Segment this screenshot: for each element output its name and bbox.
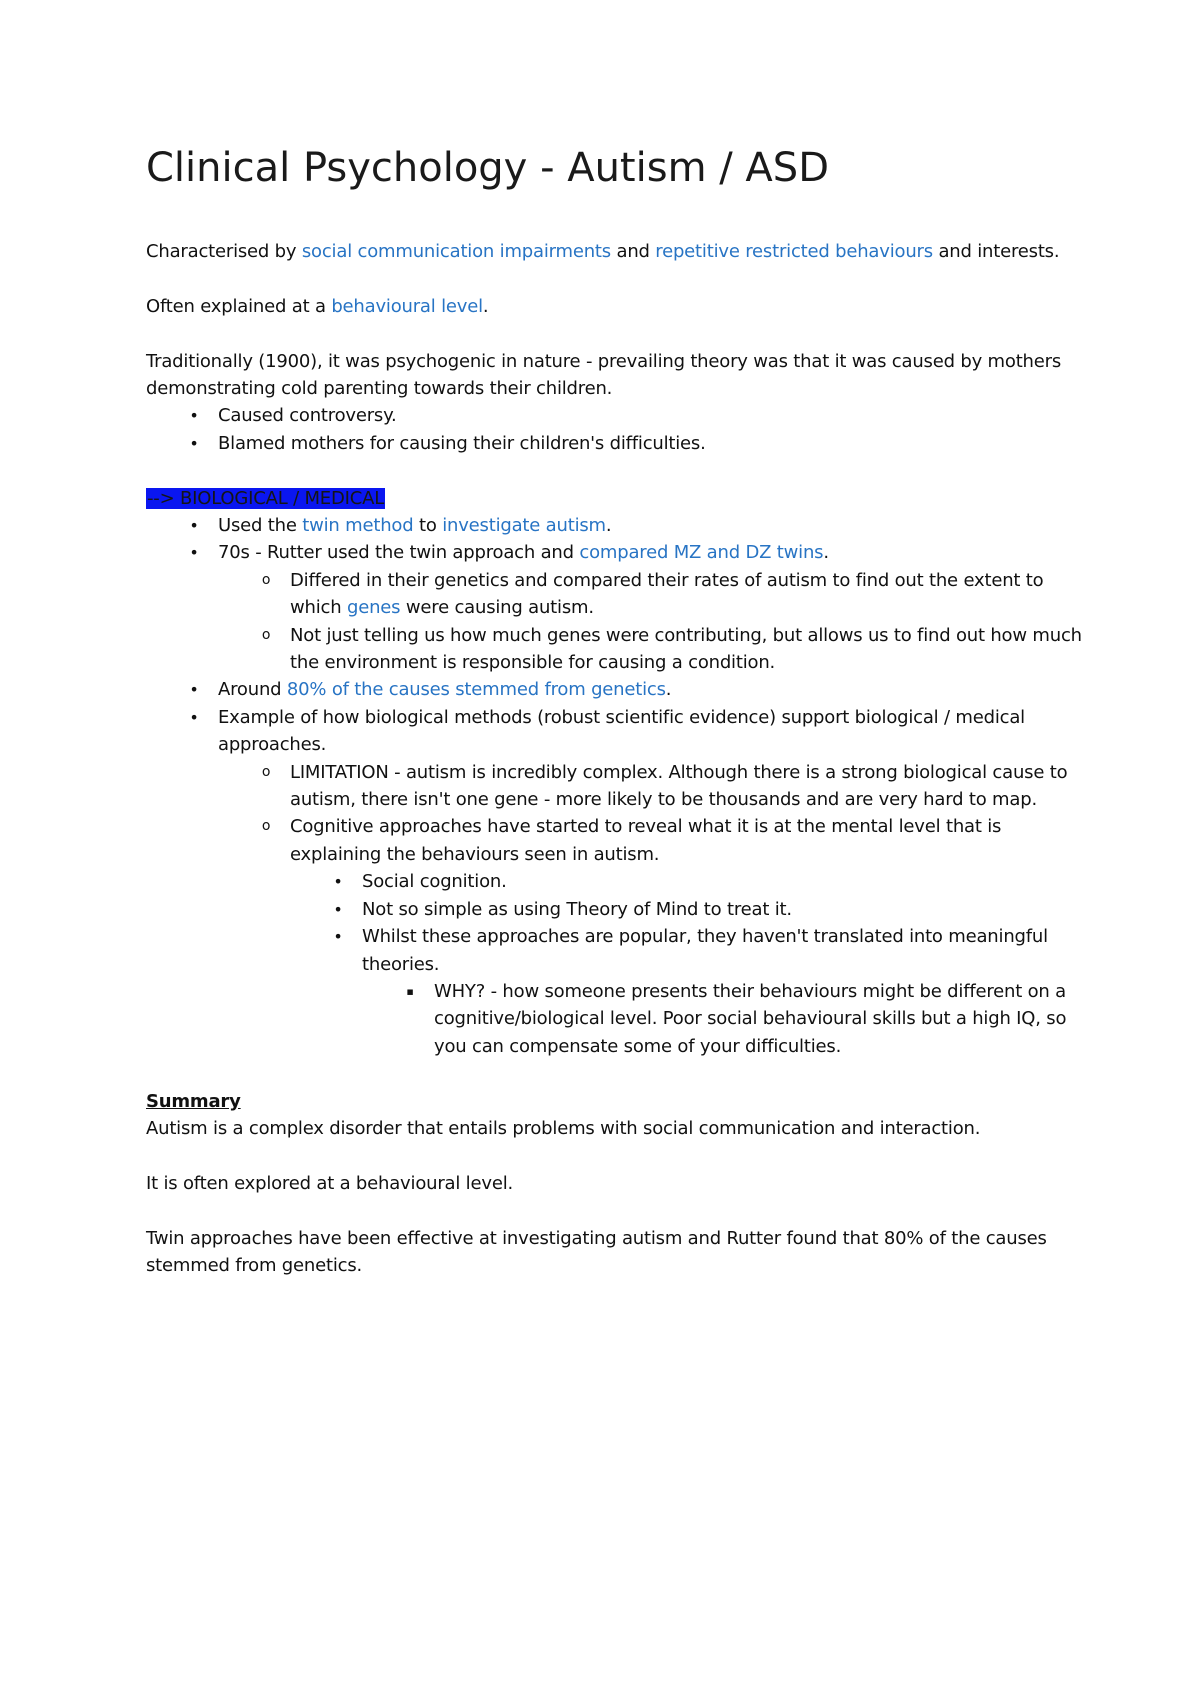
disc-bullet-icon: •: [189, 543, 199, 563]
summary-heading: [146, 1088, 1086, 1115]
text-run: Often explained at a: [146, 295, 332, 317]
summary-paragraph-1: Autism is a complex disorder that entails problems with social communication and interaction.: [146, 1117, 981, 1139]
list-item: [146, 402, 1086, 429]
biological-heading: [146, 485, 1086, 512]
list-item: [146, 978, 1086, 1060]
text-run: .: [665, 679, 672, 701]
list-item-text: Example of how biological methods (robust scientific evidence) support biological / medical approaches.: [218, 706, 1025, 756]
highlight-mz-dz-twins: compared MZ and DZ twins: [579, 542, 824, 564]
list-item-text: Blamed mothers for causing their children's difficulties.: [218, 432, 706, 454]
list-item-text: LIMITATION - autism is incredibly complex. Although there is a strong biological cause to autism, there isn't one gene - more likely to be thousands and are very hard to map.: [290, 761, 1068, 811]
behavioural-level-paragraph: [146, 293, 1086, 320]
circle-bullet-icon: o: [261, 763, 271, 780]
text-run: .: [605, 515, 612, 537]
list-item: [146, 759, 1086, 814]
list-item: [146, 896, 1086, 923]
list-item: [146, 430, 1086, 457]
document-body: [146, 140, 1086, 1279]
summary-title: Summary: [146, 1090, 241, 1112]
list-item: [146, 868, 1086, 895]
text-run: .: [482, 295, 489, 317]
circle-bullet-icon: o: [261, 571, 271, 588]
text-run: and interests.: [932, 241, 1060, 262]
list-item: [146, 813, 1086, 1060]
list-item: [146, 676, 1086, 703]
text-run: Characterised by: [146, 241, 302, 262]
text-run: Differed in their genetics and compared their rates of autism to find out the extent to which: [290, 569, 1044, 619]
disc-bullet-icon: •: [189, 680, 199, 700]
list-item-text: WHY? - how someone presents their behaviours might be different on a cognitive/biological level. Poor social behavioural skills but a high IQ, so you can compensate some of your difficulties.: [434, 980, 1067, 1057]
list-item-text: Cognitive approaches have started to reveal what it is at the mental level that is explaining the behaviours seen in autism.: [290, 816, 1002, 865]
highlight-80-percent: 80% of the causes stemmed from genetics: [286, 679, 666, 701]
text-run: Used the: [218, 515, 303, 537]
rutter-sub-list: [146, 567, 1086, 677]
cognitive-sub-list: [146, 868, 1086, 1060]
disc-bullet-icon: •: [189, 516, 199, 536]
highlight-twin-method: twin method: [302, 515, 414, 537]
text-run: to: [413, 515, 443, 537]
example-sub-list: [146, 759, 1086, 1060]
list-item: [146, 567, 1086, 622]
summary-paragraph-2: It is often explored at a behavioural level.: [146, 1172, 514, 1194]
list-item-text: Whilst these approaches are popular, they haven't translated into meaningful theories.: [362, 926, 1048, 975]
highlight-behavioural-level: behavioural level: [331, 295, 483, 317]
disc-bullet-icon: •: [189, 406, 199, 426]
list-item: [146, 539, 1086, 676]
text-run: and: [610, 241, 656, 262]
text-run: Around: [218, 679, 287, 701]
disc-bullet-icon: •: [189, 707, 199, 727]
circle-bullet-icon: o: [261, 626, 271, 643]
text-run: were causing autism.: [400, 597, 594, 619]
circle-bullet-icon: o: [261, 818, 271, 835]
square-bullet-icon: ▪: [406, 984, 414, 998]
list-item: [146, 512, 1086, 539]
text-run: .: [823, 542, 829, 564]
disc-bullet-icon: •: [333, 872, 343, 892]
list-item: [146, 622, 1086, 677]
list-item: [146, 704, 1086, 1060]
disc-bullet-icon: •: [333, 927, 343, 947]
text-run: 70s - Rutter used the twin approach and: [218, 542, 580, 564]
list-item-text: Not so simple as using Theory of Mind to treat it.: [362, 898, 792, 920]
summary-paragraph-3: Twin approaches have been effective at investigating autism and Rutter found that 80% of the causes stemmed from genetics.: [146, 1227, 1047, 1276]
list-item-text: Social cognition.: [362, 871, 507, 893]
page-title: Clinical Psychology - Autism / ASD: [146, 145, 829, 191]
intro-paragraph: [146, 238, 1086, 265]
section-tag-biological: --> BIOLOGICAL / MEDICAL: [147, 487, 385, 509]
highlight-repetitive-behaviours: repetitive restricted behaviours: [655, 241, 933, 262]
why-sub-list: [146, 978, 1086, 1060]
list-item-text: Not just telling us how much genes were contributing, but allows us to find out how much the environment is responsible for causing a condition.: [290, 624, 1082, 674]
list-item-text: Caused controversy.: [218, 405, 397, 427]
highlight-social-communication: social communication impairments: [301, 241, 611, 262]
list-item: [146, 923, 1086, 1060]
traditionally-paragraph: Traditionally (1900), it was psychogenic in nature - prevailing theory was that it was caused by mothers demonstrating cold parenting towards their children.: [146, 350, 1062, 399]
highlight-investigate-autism: investigate autism: [442, 515, 606, 537]
highlight-genes: genes: [346, 597, 401, 619]
disc-bullet-icon: •: [333, 899, 343, 919]
intro-bullet-list: [146, 402, 1086, 457]
disc-bullet-icon: •: [189, 433, 199, 453]
biological-bullet-list: [146, 512, 1086, 1060]
